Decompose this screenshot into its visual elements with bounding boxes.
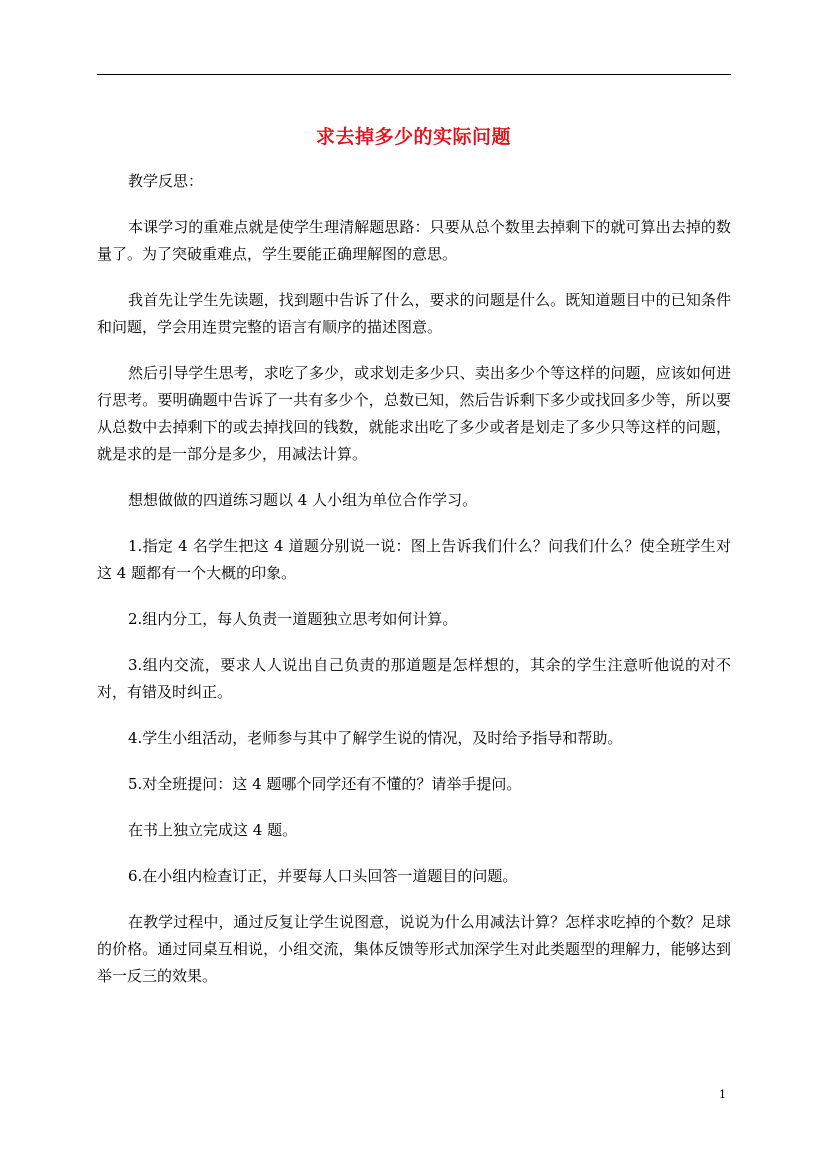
paragraph: 在书上独立完成这 4 题。 [128, 821, 298, 839]
list-item: 5.对全班提问：这 4 题哪个同学还有不懂的？请举手提问。 [128, 775, 522, 793]
paragraph: 在教学过程中，通过反复让学生说图意，说说为什么用减法计算？怎样求吃掉的个数？足球的价格。通过同桌互相说，小组交流，集体反馈等形式加深学生对此类题型的理解力，能够达到举一反三的效果。 [97, 913, 731, 985]
list-item: 2.组内分工，每人负责一道题独立思考如何计算。 [128, 610, 458, 628]
document-body [97, 168, 731, 1009]
list-item: 4.学生小组活动，老师参与其中了解学生说的情况，及时给予指导和帮助。 [128, 729, 623, 747]
list-item: 1.指定 4 名学生把这 4 道题分别说一说：图上告诉我们什么？问我们什么？使全班学生对这 4 题都有一个大概的印象。 [97, 537, 731, 582]
paragraph: 本课学习的重难点就是使学生理清解题思路：只要从总个数里去掉剩下的就可算出去掉的数量了。为了突破重难点，学生要能正确理解图的意思。 [97, 218, 731, 263]
paragraph: 想想做做的四道练习题以 4 人小组为单位合作学习。 [128, 491, 478, 509]
list-item: 3.组内交流，要求人人说出自己负责的那道题是怎样想的，其余的学生注意听他说的对不对，有错及时纠正。 [97, 656, 731, 701]
header-rule [97, 74, 731, 75]
paragraph: 然后引导学生思考，求吃了多少，或求划走多少只、卖出多少个等这样的问题，应该如何进行思考。要明确题中告诉了一共有多少个，总数已知，然后告诉剩下多少或找回多少等，所以要从总数中去掉剩下的或去掉找回的钱数，就能求出吃了多少或者是划走了多少只等这样的问题，就是求的是一部分是多少，用减法计算。 [97, 364, 731, 463]
paragraph-heading: 教学反思： [128, 172, 204, 190]
document-title: 求去掉多少的实际问题 [315, 126, 511, 148]
page-number: 1 [719, 1088, 726, 1101]
list-item: 6.在小组内检查订正，并要每人口头回答一道题目的问题。 [128, 867, 518, 885]
paragraph: 我首先让学生先读题，找到题中告诉了什么，要求的问题是什么。既知道题目中的已知条件和问题，学会用连贯完整的语言有顺序的描述图意。 [97, 291, 731, 336]
